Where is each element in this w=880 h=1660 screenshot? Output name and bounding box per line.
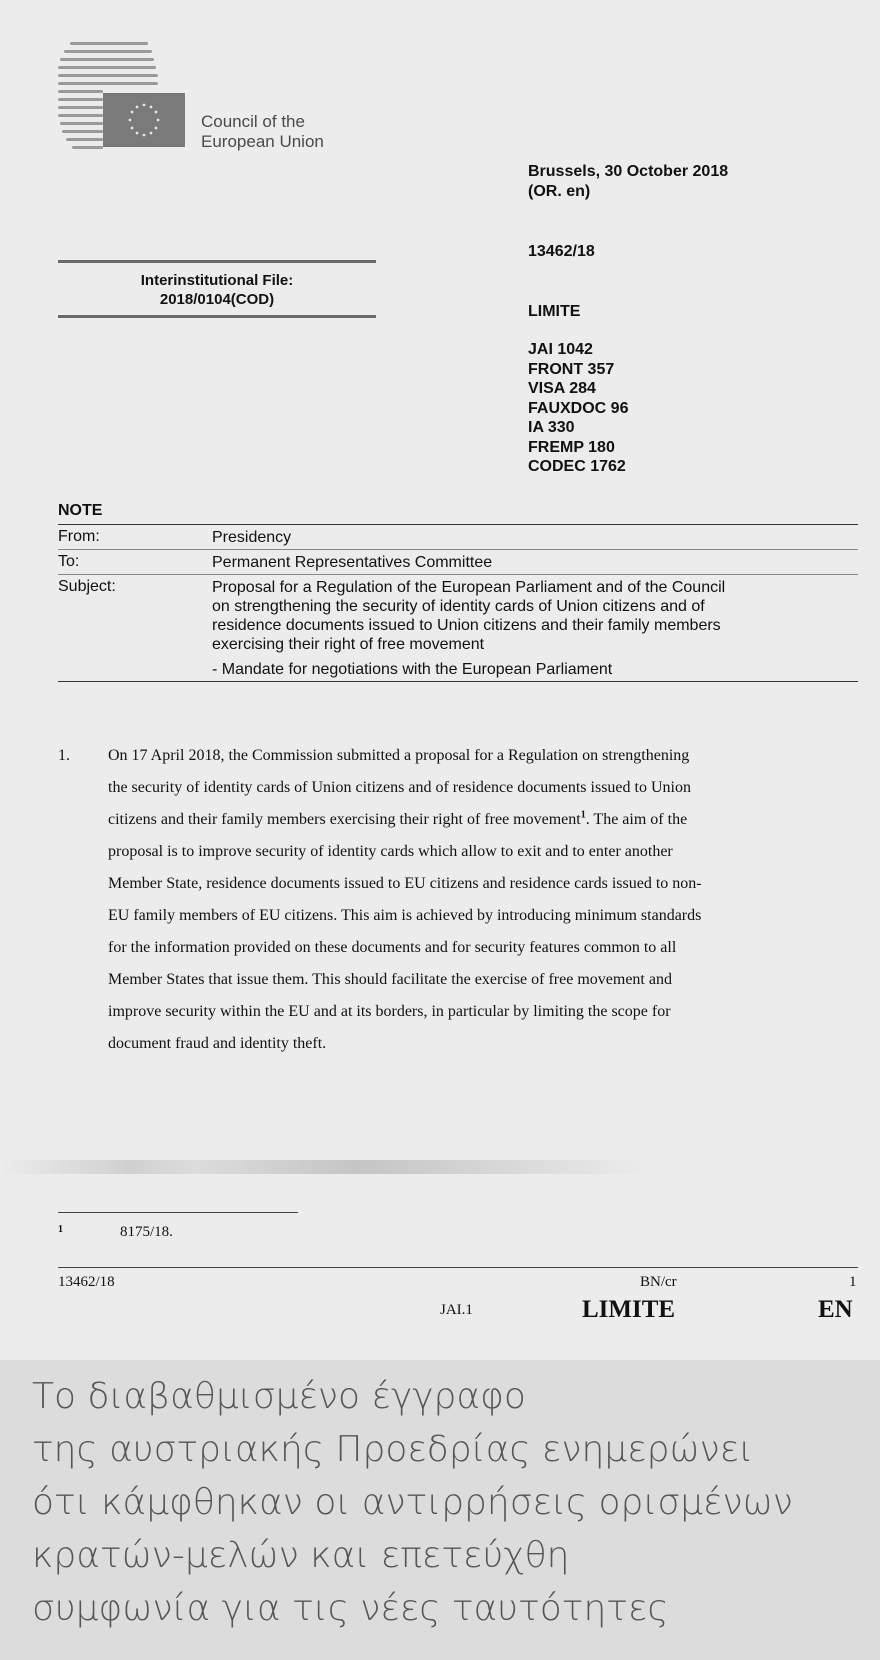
footer-doc-number: 13462/18 bbox=[58, 1274, 115, 1290]
paragraph-1 bbox=[58, 740, 858, 1060]
caption-line: συμφωνία για τις νέες ταυτότητες bbox=[32, 1588, 669, 1629]
subject-code: FREMP 180 bbox=[528, 438, 615, 456]
from-value: Presidency bbox=[212, 529, 292, 546]
subject-value bbox=[212, 578, 858, 679]
footnote-reference[interactable]: 1 bbox=[580, 809, 586, 821]
subject-label: Subject: bbox=[58, 578, 116, 595]
subject-code: VISA 284 bbox=[528, 380, 596, 397]
paragraph-line-part: citizens and their family members exercising their right of free movement bbox=[108, 811, 581, 828]
council-name-line1: Council of the bbox=[201, 112, 305, 131]
paragraph-line: the security of identity cards of Union citizens and of residence documents issued to Union bbox=[108, 779, 691, 796]
footer-divider bbox=[58, 1267, 858, 1268]
subject-code: CODEC 1762 bbox=[528, 458, 626, 475]
paragraph-line: Member States that issue them. This should facilitate the exercise of free movement and bbox=[108, 971, 672, 988]
paragraph-line: On 17 April 2018, the Commission submitted a proposal for a Regulation on strengthening bbox=[108, 747, 690, 764]
eu-flag-icon bbox=[103, 93, 185, 147]
footer-initials: BN/cr bbox=[640, 1274, 677, 1290]
council-name-line2: European Union bbox=[201, 132, 324, 151]
subject-codes bbox=[528, 340, 628, 477]
subject-code: JAI 1042 bbox=[528, 341, 593, 358]
classification-label: LIMITE bbox=[528, 303, 581, 320]
caption-line: της αυστριακής Προεδρίας ενημερώνει bbox=[32, 1429, 754, 1470]
caption-line: ότι κάμφθηκαν οι αντιρρήσεις ορισμένων bbox=[32, 1482, 793, 1523]
subject-code: IA 330 bbox=[528, 419, 575, 436]
paragraph-number: 1. bbox=[58, 747, 70, 764]
from-label: From: bbox=[58, 528, 100, 545]
document-date: Brussels, 30 October 2018 bbox=[528, 163, 729, 180]
paragraph-line: document fraud and identity theft. bbox=[108, 1035, 327, 1052]
paragraph-line: improve security within the EU and at its borders, in particular by limiting the scope for bbox=[108, 1003, 671, 1020]
note-row-subject bbox=[58, 574, 858, 681]
footer-page-number: 1 bbox=[849, 1274, 857, 1290]
footnote-divider bbox=[58, 1212, 298, 1213]
footnote bbox=[58, 1224, 173, 1241]
paragraph-text bbox=[108, 740, 702, 1060]
council-logo bbox=[58, 38, 188, 153]
to-label: To: bbox=[58, 553, 80, 570]
paragraph-line: proposal is to improve security of identity cards which allow to exit and to enter another bbox=[108, 843, 673, 860]
document-number: 13462/18 bbox=[528, 243, 595, 260]
interinstitutional-number: 2018/0104(COD) bbox=[159, 291, 275, 308]
paragraph-line: for the information provided on these documents and for security features common to all bbox=[108, 939, 677, 956]
original-language: (OR. en) bbox=[528, 183, 591, 200]
footer-language: EN bbox=[818, 1296, 853, 1323]
scan-shadow-band bbox=[0, 1160, 650, 1174]
mandate-line: - Mandate for negotiations with the European Parliament bbox=[212, 661, 613, 678]
note-title: NOTE bbox=[58, 502, 103, 519]
interinstitutional-file-box bbox=[58, 260, 376, 318]
footer-department: JAI.1 bbox=[440, 1302, 473, 1318]
subject-code: FRONT 357 bbox=[528, 360, 615, 378]
subject-line: on strengthening the security of identity cards of Union citizens and of bbox=[212, 598, 705, 615]
note-table bbox=[58, 524, 858, 682]
council-name bbox=[201, 112, 324, 152]
subject-line: residence documents issued to Union citizens and their family members bbox=[212, 617, 721, 634]
greek-caption bbox=[32, 1370, 862, 1635]
paragraph-line-part: . The aim of the bbox=[585, 811, 688, 828]
paragraph-line: EU family members of EU citizens. This aim is achieved by introducing minimum standards bbox=[108, 907, 702, 924]
paragraph-line bbox=[108, 804, 702, 836]
subject-code: FAUXDOC 96 bbox=[528, 399, 629, 417]
footer-classification: LIMITE bbox=[582, 1296, 676, 1323]
paragraph-line: Member State, residence documents issued to EU citizens and residence cards issued to non- bbox=[108, 875, 702, 892]
caption-line: κρατών-μελών και επετεύχθη bbox=[32, 1535, 570, 1576]
note-row-to bbox=[58, 549, 858, 574]
to-value: Permanent Representatives Committee bbox=[212, 554, 493, 571]
subject-line: Proposal for a Regulation of the European Parliament and of the Council bbox=[212, 579, 726, 596]
footnote-text: 8175/18. bbox=[120, 1224, 173, 1240]
footnote-number: 1 bbox=[58, 1224, 63, 1235]
subject-line: exercising their right of free movement bbox=[212, 636, 485, 653]
interinstitutional-label: Interinstitutional File: bbox=[140, 272, 294, 289]
caption-line: Το διαβαθμισμένο έγγραφο bbox=[32, 1376, 526, 1417]
note-row-from bbox=[58, 525, 858, 549]
